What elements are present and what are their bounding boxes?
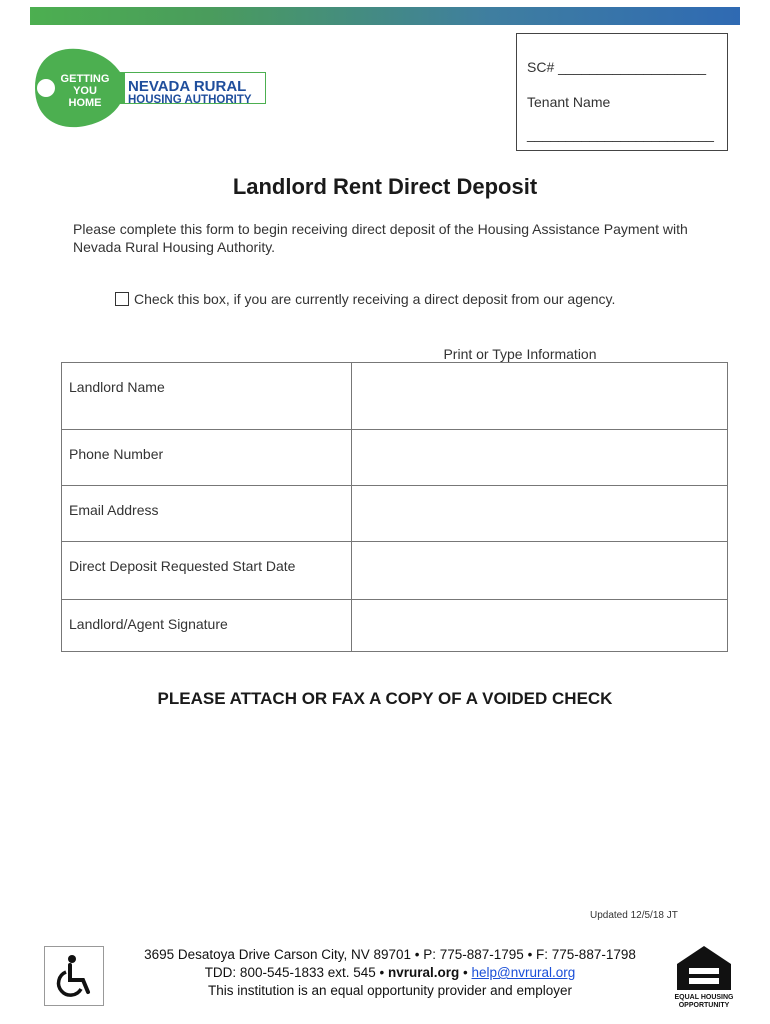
table-row [62,542,728,600]
table-row [62,363,728,430]
intro-text: Please complete this form to begin receiving direct deposit of the Housing Assistance Payment with Nevada Rural Housing Authority. [73,221,688,255]
logo-tagline-2: YOU [73,85,97,97]
tenant-name-field[interactable]: ________________________ [527,126,714,142]
sc-number-field[interactable]: SC# ___________________ [527,59,707,75]
print-type-label: Print or Type Information [443,346,597,362]
start-date-input[interactable] [352,542,728,600]
logo-name-line2: HOUSING AUTHORITY [128,94,252,106]
signature-input[interactable] [352,600,728,652]
landlord-name-label: Landlord Name [62,363,352,430]
eho-line2: OPPORTUNITY [678,1002,730,1008]
updated-stamp: Updated 12/5/18 JT [590,910,678,921]
footer-tdd: TDD: 800-545-1833 ext. 545 • [204,965,389,980]
table-row [62,600,728,652]
nrha-logo [30,40,280,135]
wheelchair-icon [44,946,104,1006]
direct-deposit-checkbox-row[interactable] [115,291,615,307]
email-address-input[interactable] [352,486,728,542]
footer-site-link[interactable]: nvrural.org [388,965,460,980]
footer-separator: • [459,965,472,980]
logo-tagline-1: GETTING [60,73,110,85]
logo-name-line1: NEVADA RURAL [128,78,247,95]
landlord-form-table [61,362,728,652]
tenant-name-label: Tenant Name [527,94,611,110]
logo-tagline-3: HOME [68,97,102,109]
sc-tenant-box [516,33,728,151]
footer [110,946,670,1000]
signature-label: Landlord/Agent Signature [62,600,352,652]
start-date-label: Direct Deposit Requested Start Date [62,542,352,600]
email-address-label: Email Address [62,486,352,542]
page-title: Landlord Rent Direct Deposit [232,174,538,199]
header-color-bar [30,7,740,25]
footer-statement: This institution is an equal opportunity provider and employer [208,983,572,998]
phone-number-label: Phone Number [62,430,352,486]
eho-line1: EQUAL HOUSING [674,994,734,1001]
phone-number-input[interactable] [352,430,728,486]
footer-email-link[interactable]: help@nvrural.org [471,965,576,980]
table-row [62,430,728,486]
footer-address: 3695 Desatoya Drive Carson City, NV 89701 • P: 775-887-1795 • F: 775-887-1798 [144,947,636,962]
equal-housing-icon [673,944,735,1008]
voided-check-notice: PLEASE ATTACH OR FAX A COPY OF A VOIDED CHECK [157,689,613,708]
footer-contact [110,964,670,982]
table-row [62,486,728,542]
checkbox-label: Check this box, if you are currently receiving a direct deposit from our agency. [134,291,616,307]
landlord-name-input[interactable] [352,363,728,430]
direct-deposit-checkbox[interactable] [115,292,129,306]
